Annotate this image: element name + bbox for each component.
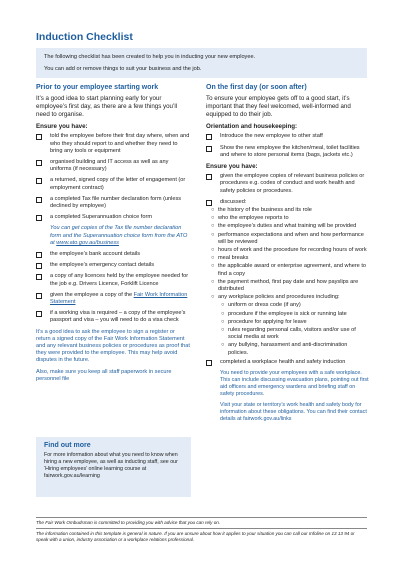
find-out-text: For more information about what you need to know when hiring a new employee, as well as inducting staff, see our ‘Hiring employees’ online learning course at fairwork.gov.au/learning	[44, 452, 178, 479]
page-title: Induction Checklist	[36, 31, 133, 43]
fwis-link[interactable]: Fair Work Information Statement	[50, 291, 188, 306]
checklist-item: organised building and IT access as well as any uniforms (if necessary)	[36, 159, 191, 173]
checklist-item: Show the new employee the kitchen/meal, toilet facilities and where to store personal items (bags, jackets etc.)	[206, 145, 369, 159]
checkbox[interactable]	[36, 160, 42, 166]
whs-note: You need to provide your employees with a safe workplace. This can include discussing evacuation plans, pointing out first aid officers and emergency wardens and briefing staff on safety procedures.	[220, 370, 369, 398]
policy-item: ○ uniform or dress code (if any)	[221, 302, 301, 309]
checkbox[interactable]	[36, 178, 42, 184]
checkbox[interactable]	[206, 146, 212, 152]
checkbox[interactable]	[206, 360, 212, 366]
checkbox[interactable]	[206, 200, 212, 206]
right-lead: To ensure your employee gets off to a good start, it’s important that they feel welcomed, well-informed and equipped to do their job.	[206, 95, 351, 119]
policy-item: ○ procedure for applying for leave	[221, 318, 307, 325]
discussed-item: ○ the applicable award or enterprise agreement, and where to find a copy	[211, 263, 367, 277]
bullet-icon: ○	[211, 207, 215, 214]
footer-line-2: The information contained in this template is general in nature. If you are unsure about how it applies to your situation you can call our Infoline on 13 13 94 or speak with a union, industry association or a workplace relations professional.	[36, 531, 355, 542]
checkbox[interactable]	[36, 197, 42, 203]
checklist-item: the employee’s bank account details	[36, 251, 191, 258]
left-lead: It’s a good idea to start planning early for your employee’s first day, as there are a few things you’ll need to organise.	[36, 95, 178, 119]
bullet-icon: ○	[211, 278, 215, 285]
policy-item: ○ rules regarding personal calls, visitors and/or use of social media at work	[221, 327, 356, 341]
discussed-item: ○ performance expectations and when and how performance will be reviewed	[211, 231, 364, 245]
bullet-icon: ○	[221, 318, 225, 325]
bullet-icon: ○	[211, 231, 215, 238]
policy-item: ○ any bullying, harassment and anti-discrimination policies.	[221, 342, 348, 356]
checkbox[interactable]	[36, 252, 42, 258]
checklist-item: a completed Tax file number declaration form (unless declined by employee)	[36, 196, 191, 210]
checkbox[interactable]	[36, 274, 42, 280]
intro-box	[36, 48, 367, 78]
discussed-item: ○ the employee’s duties and what training will be provided	[211, 223, 357, 230]
bullet-icon: ○	[211, 247, 215, 254]
left-para-2: Also, make sure you keep all staff paperwork in secure personnel file	[36, 368, 172, 382]
intro-line-2: You can add or remove things to suit your business and the job.	[44, 66, 202, 72]
checkbox[interactable]	[206, 134, 212, 140]
policy-item: ○ procedure if the employee is sick or running late	[221, 310, 347, 317]
discussed-item: ○ the payment method, first pay date and how payslips are distributed	[211, 278, 359, 293]
checklist-item: a completed Superannuation choice form	[36, 214, 191, 221]
discussed-item: ○ hours of work and the procedure for recording hours of work	[211, 247, 367, 254]
checklist-item: if a working visa is required – a copy of the employee’s passport and visa – you will need to do a visa check	[36, 310, 191, 324]
checklist-item: a returned, signed copy of the letter of engagement (or employment contract)	[36, 177, 191, 191]
checkbox[interactable]	[36, 293, 42, 299]
bullet-icon: ○	[211, 255, 215, 262]
footer-divider	[36, 517, 367, 518]
left-heading: Prior to your employee starting work	[36, 84, 159, 91]
checkbox[interactable]	[206, 174, 212, 180]
bullet-icon: ○	[221, 302, 225, 309]
checkbox[interactable]	[36, 134, 42, 140]
ato-link[interactable]: www.ato.gov.au/business	[56, 239, 119, 246]
discussed-item: ○ who the employee reports to	[211, 215, 289, 222]
orient-heading: Orientation and housekeeping:	[206, 123, 298, 131]
checklist-item: the employee’s emergency contact details	[36, 262, 191, 269]
right-ensure-heading: Ensure you have:	[206, 163, 258, 171]
discussed-item: ○ any workplace policies and procedures including:	[211, 294, 340, 301]
footer	[36, 517, 367, 543]
bullet-icon: ○	[211, 223, 215, 230]
find-out-heading: Find out more	[44, 442, 91, 449]
intro-line-1: The following checklist has been created to help you in inducting your new employee.	[44, 54, 256, 60]
whs-note-2: Visit your state or territory’s work health and safety body for information about these obligations. You can find their contact details at fairwork.gov.au/links	[220, 402, 367, 423]
bullet-icon: ○	[211, 215, 215, 222]
bullet-icon: ○	[211, 263, 215, 270]
right-heading: On the first day (or soon after)	[206, 84, 307, 91]
checklist-item: a copy of any licences held by the employee needed for the job e.g. Drivers Licence, Forklift Licence	[36, 273, 191, 287]
right-column	[206, 84, 369, 427]
bullet-icon: ○	[221, 327, 225, 334]
checkbox[interactable]	[36, 311, 42, 317]
checkbox[interactable]	[36, 215, 42, 221]
checklist-item: given the employee a copy of the Fair Work Information Statement	[36, 292, 191, 306]
bullet-icon: ○	[211, 294, 215, 301]
checklist-item: Introduce the new employee to other staff	[206, 133, 369, 140]
footer-line-1: The Fair Work Ombudsman is committed to providing you with advice that you can rely on.	[36, 520, 221, 525]
left-ensure-heading: Ensure you have:	[36, 123, 88, 131]
bullet-icon: ○	[221, 310, 225, 317]
checklist-item: told the employee before their first day where, when and who they should report to and whether they need to bring any tools or equipment	[36, 133, 191, 155]
left-para-1: It’s a good idea to ask the employee to sign a register or return a signed copy of the Fair Work Information Statement and any relevant business policies or procedures as proof that they were provided to the employee. This may help avoid disputes in the future.	[36, 328, 190, 364]
ato-note: You can get copies of the Tax file number declaration form and the Superannuation choice form from the ATO at www.ato.gov.au/business	[50, 225, 188, 246]
discussed-item: ○ the history of the business and its role	[211, 207, 312, 214]
footer-divider	[36, 528, 367, 529]
find-out-more-box	[36, 437, 191, 497]
checkbox[interactable]	[36, 263, 42, 269]
checklist-item: completed a workplace health and safety induction	[206, 359, 369, 366]
bullet-icon: ○	[221, 342, 225, 349]
checklist-item: given the employee copies of relevant business policies or procedures e.g. codes of conduct and work health and safety policies or procedures.	[206, 173, 369, 195]
left-column	[36, 84, 191, 387]
checklist-item: discussed:	[206, 199, 369, 206]
discussed-item: ○ meal breaks	[211, 255, 249, 262]
